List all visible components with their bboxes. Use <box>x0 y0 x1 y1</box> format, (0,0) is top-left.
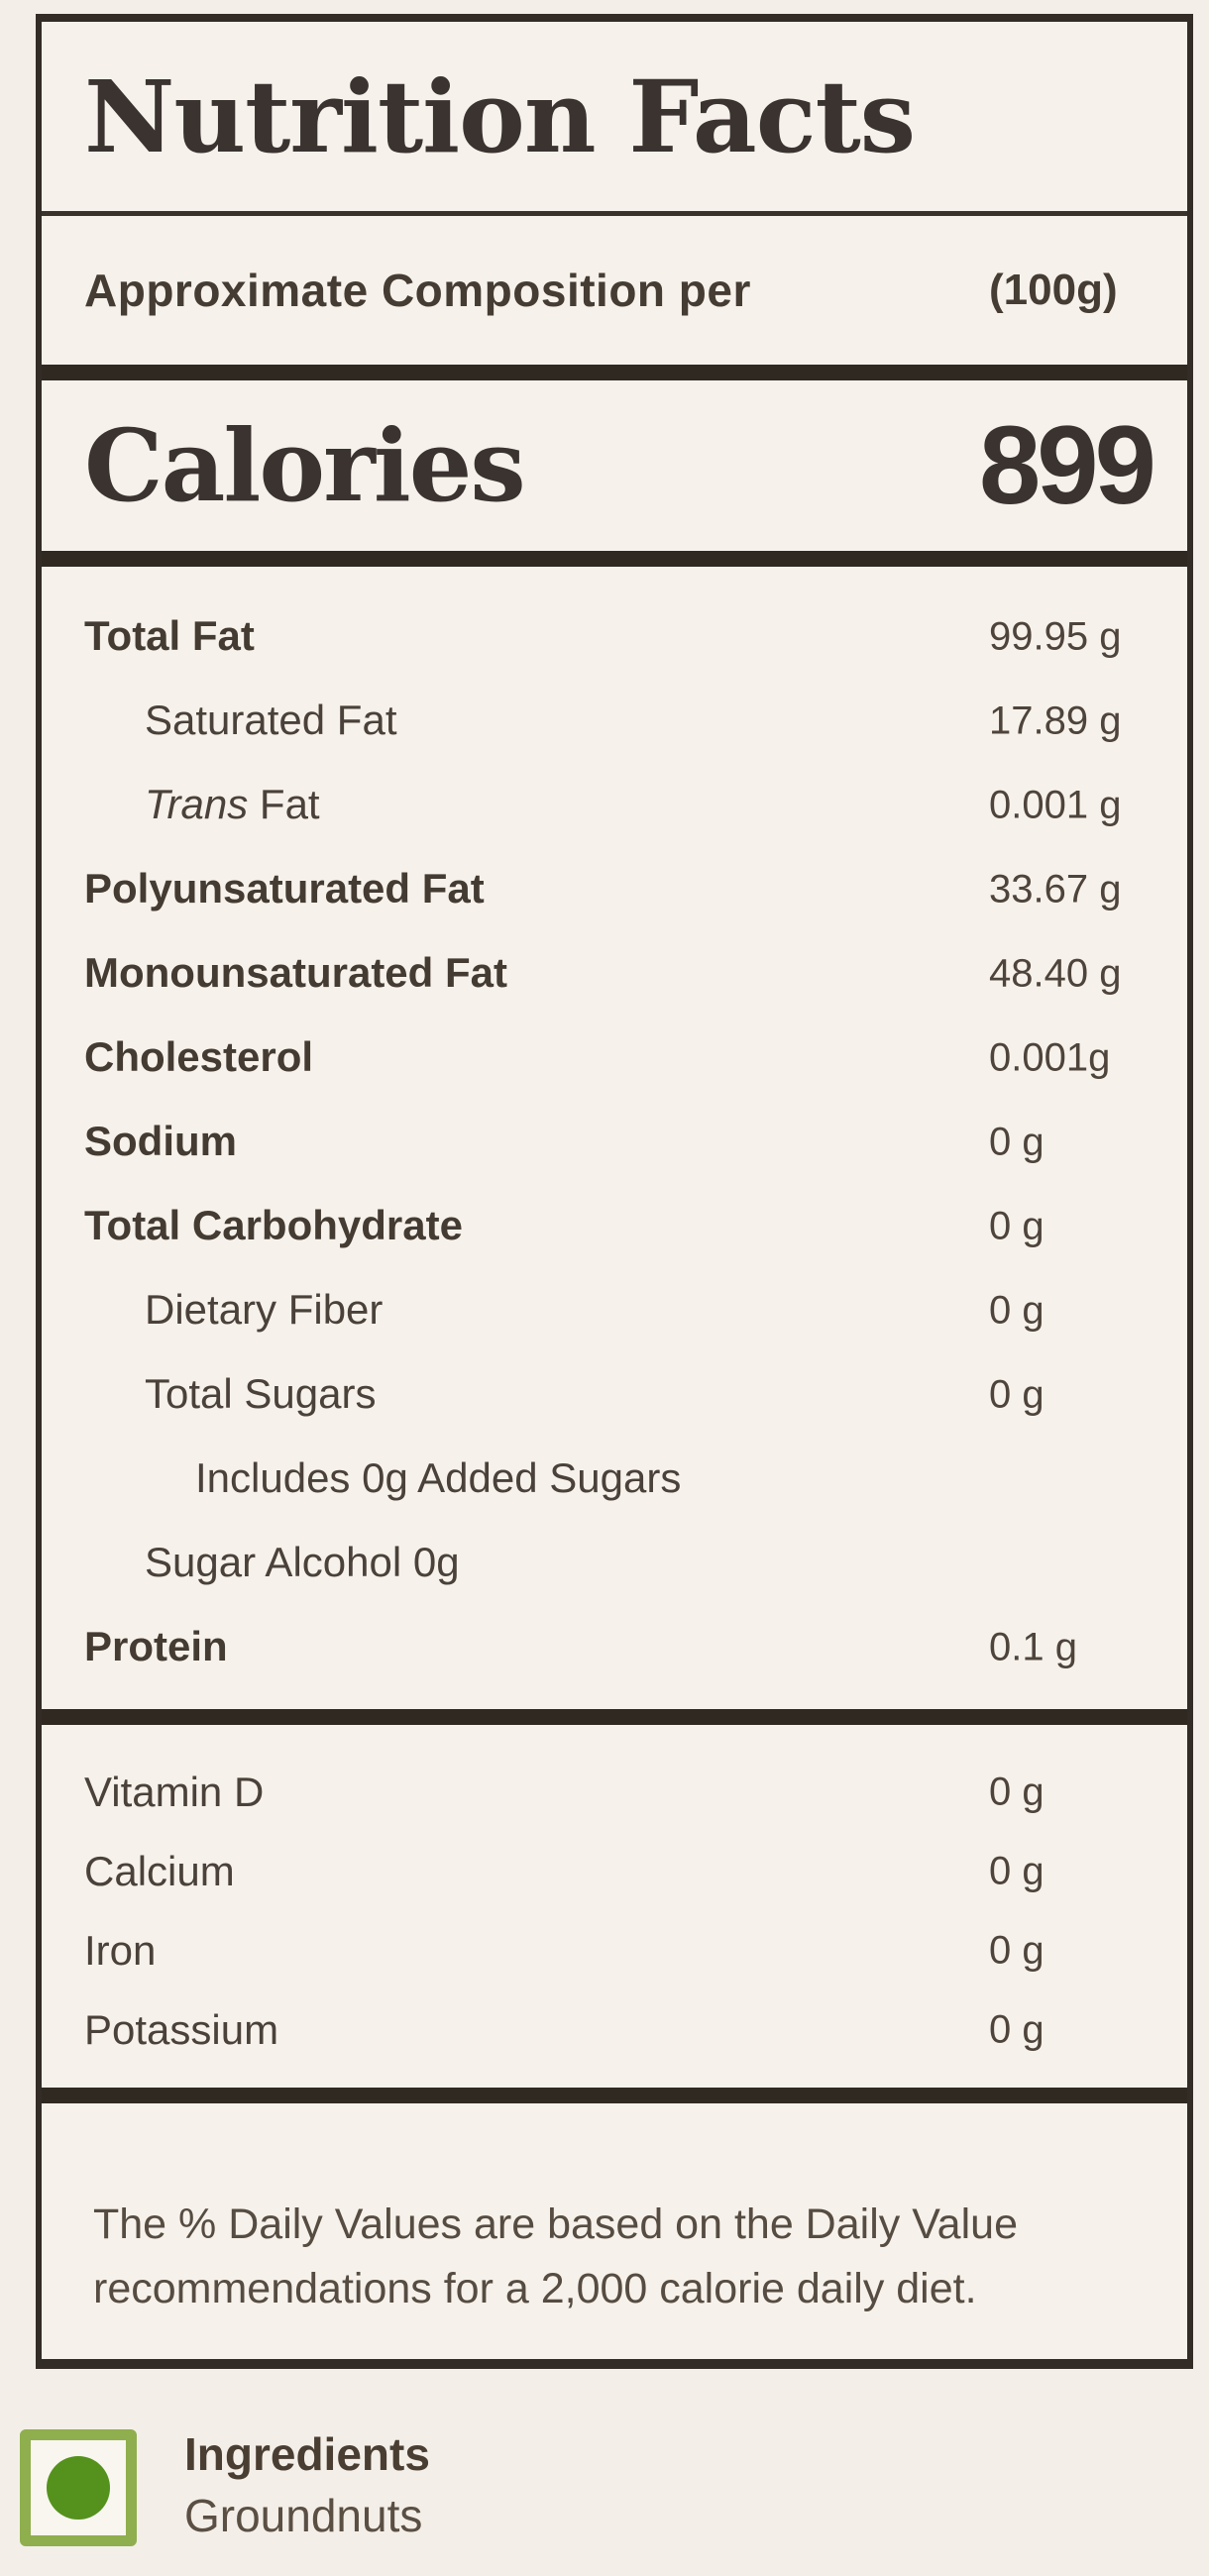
calories-value: 899 <box>979 403 1153 527</box>
nutrient-value: 17.89 g <box>989 698 1122 742</box>
nutrient-label <box>42 782 320 827</box>
nutrient-label: Iron <box>84 1926 157 1974</box>
table-row-total-carbohydrate <box>42 1184 1187 1268</box>
nutrient-value: 0 g <box>989 2007 1044 2052</box>
table-row-trans-fat <box>42 763 1187 847</box>
footnote-section <box>42 2103 1187 2359</box>
page-title: Nutrition Facts <box>84 57 916 175</box>
nutrients-section <box>42 567 1187 1709</box>
green-dot-vegetarian-icon <box>20 2429 137 2546</box>
table-row-total-fat <box>42 594 1187 679</box>
calories-row <box>42 380 1187 551</box>
nutrient-value: 48.40 g <box>989 951 1122 995</box>
ingredients-heading: Ingredients <box>184 2428 430 2480</box>
table-row-polyunsaturated-fat <box>42 847 1187 931</box>
ingredients-block <box>20 2423 430 2546</box>
nutrient-value: 0 g <box>989 1928 1044 1973</box>
table-row-vitamin-d <box>42 1753 1187 1832</box>
nutrient-label: Saturated Fat <box>145 697 397 744</box>
section-divider <box>42 551 1187 567</box>
nutrient-value: 0.1 g <box>989 1625 1077 1668</box>
ingredients-value: Groundnuts <box>184 2490 423 2542</box>
section-divider <box>42 365 1187 380</box>
nutrient-label: Total Sugars <box>145 1370 377 1418</box>
serving-label: Approximate Composition per <box>84 265 751 316</box>
nutrient-label: Sodium <box>84 1118 237 1165</box>
table-row-sodium <box>42 1100 1187 1184</box>
nutrient-value: 0 g <box>989 1770 1044 1814</box>
table-row-potassium <box>42 1990 1187 2070</box>
nutrition-facts-label <box>36 14 1193 2369</box>
fat-word: Fat <box>248 781 320 828</box>
daily-value-footnote: The % Daily Values are based on the Daily Value recommendations for a 2,000 calorie daily diet. <box>93 2200 1018 2312</box>
nutrient-label: Total Fat <box>84 612 255 660</box>
vitamins-section <box>42 1725 1187 2088</box>
nutrient-label: Potassium <box>84 2005 279 2053</box>
table-row-iron <box>42 1911 1187 1990</box>
nutrient-value: 0.001 g <box>989 783 1122 826</box>
table-row-protein <box>42 1605 1187 1689</box>
section-divider <box>42 1709 1187 1725</box>
nutrient-value: 0 g <box>989 1120 1044 1163</box>
nutrient-label: Sugar Alcohol 0g <box>145 1539 460 1586</box>
table-row-calcium <box>42 1832 1187 1911</box>
ingredients-text <box>184 2423 430 2546</box>
nutrient-label: Protein <box>84 1623 228 1670</box>
nutrient-value: 0.001g <box>989 1035 1111 1079</box>
table-row-added-sugars <box>42 1437 1187 1521</box>
nutrient-value: 0 g <box>989 1849 1044 1893</box>
nutrient-label: Vitamin D <box>84 1768 265 1815</box>
title-section <box>42 22 1187 211</box>
table-row-dietary-fiber <box>42 1268 1187 1352</box>
nutrient-label: Calcium <box>84 1847 235 1894</box>
table-row-sugar-alcohol <box>42 1521 1187 1605</box>
table-row-cholesterol <box>42 1016 1187 1100</box>
nutrient-value: 0 g <box>989 1204 1044 1247</box>
nutrient-label: Cholesterol <box>84 1033 314 1081</box>
nutrient-value: 99.95 g <box>989 614 1122 658</box>
table-row-total-sugars <box>42 1352 1187 1437</box>
nutrient-label: Monounsaturated Fat <box>84 949 507 997</box>
nutrient-label: Polyunsaturated Fat <box>84 865 485 912</box>
trans-word: Trans <box>145 781 249 828</box>
calories-label: Calories <box>84 407 524 524</box>
serving-row <box>42 216 1187 365</box>
table-row-monounsaturated-fat <box>42 931 1187 1016</box>
nutrient-value: 33.67 g <box>989 867 1122 911</box>
table-row-saturated-fat <box>42 679 1187 763</box>
nutrient-label: Includes 0g Added Sugars <box>195 1454 682 1502</box>
nutrient-value: 0 g <box>989 1288 1044 1332</box>
nutrient-value: 0 g <box>989 1372 1044 1416</box>
green-dot <box>47 2456 110 2520</box>
nutrient-label: Total Carbohydrate <box>84 1202 463 1249</box>
nutrient-label: Dietary Fiber <box>145 1286 384 1334</box>
section-divider <box>42 2088 1187 2103</box>
serving-amount: (100g) <box>989 266 1118 314</box>
